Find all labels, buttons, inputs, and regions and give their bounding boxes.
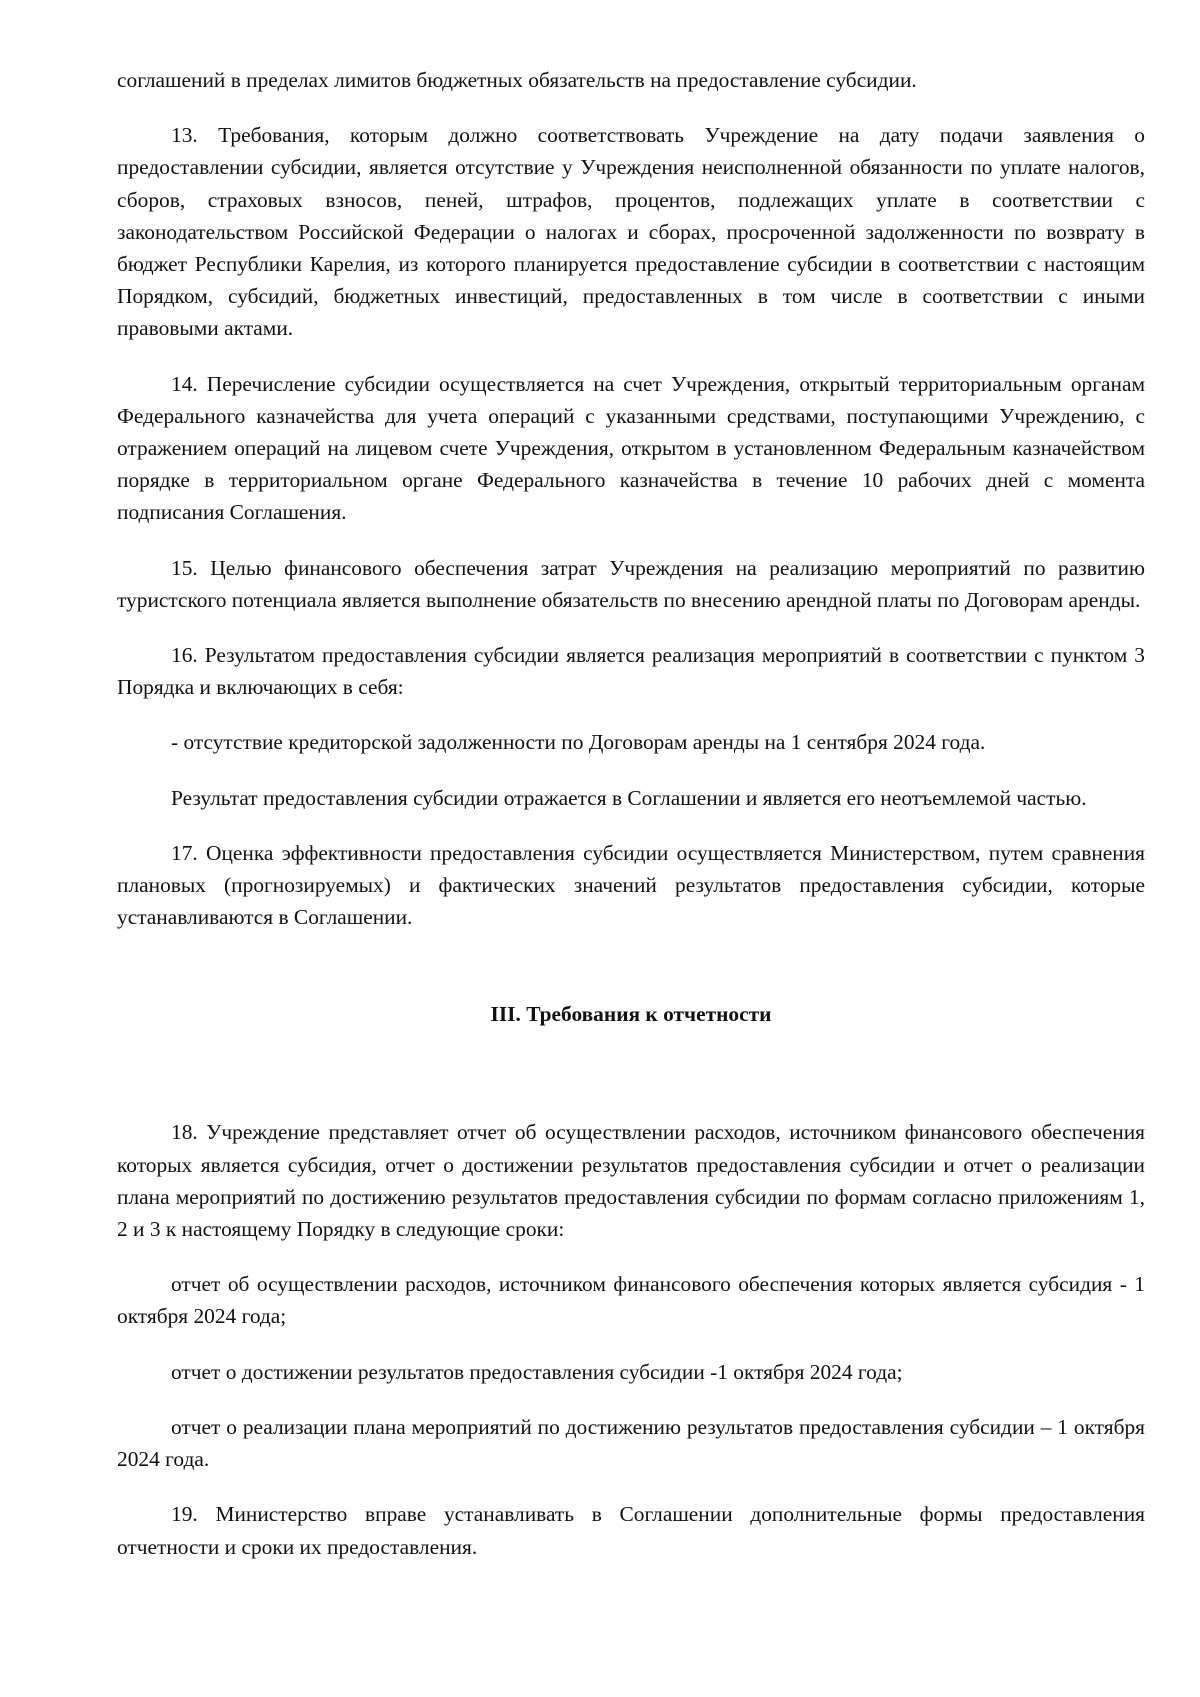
paragraph-16-result: Результат предоставления субсидии отражается в Соглашении и является его неотъемлемой частью.	[171, 785, 1087, 810]
paragraph-13: 13. Требования, которым должно соответствовать Учреждение на дату подачи заявления о предоставлении субсидии, является отсутствие у Учреждения неисполненной обязанности по уплате налогов, сборов, страховых взносов, пеней, штрафов, процентов, подлежащих уплате в соответствии с законодательством Российской Федерации о налогах и сборах, просроченной задолженности по возврату в бюджет Республики Карелия, из которого планируется предоставление субсидии в соответствии с настоящим Порядком, субсидий, бюджетных инвестиций, предоставленных в том числе в соответствии с иными правовыми актами.	[117, 123, 1145, 341]
paragraph-15: 15. Целью финансового обеспечения затрат Учреждения на реализацию мероприятий по развитию туристского потенциала является выполнение обязательств по внесению арендной платы по Договорам аренды.	[117, 555, 1145, 612]
paragraph-16-item: - отсутствие кредиторской задолженности по Договорам аренды на 1 сентября 2024 года.	[171, 730, 986, 755]
paragraph-17: 17. Оценка эффективности предоставления субсидии осуществляется Министерством, путем сравнения плановых (прогнозируемых) и фактических значений результатов предоставления субсидии, которые устанавливаются в Соглашении.	[117, 840, 1145, 930]
paragraph-continuation: соглашений в пределах лимитов бюджетных обязательств на предоставление субсидии.	[117, 68, 917, 92]
document-page	[117, 64, 1145, 1563]
paragraph-18-item-3: отчет о реализации плана мероприятий по достижению результатов предоставления субсидии – 1 октября 2024 года.	[117, 1414, 1145, 1472]
paragraph-14: 14. Перечисление субсидии осуществляется на счет Учреждения, открытый территориальным органам Федерального казначейства для учета операций с указанными средствами, поступающими Учреждению, с отражением операций на лицевом счете Учреждения, открытом в установленном Федеральным казначейством порядке в территориальном органе Федерального казначейства в течение 10 рабочих дней с момента подписания Соглашения.	[117, 371, 1145, 525]
paragraph-18-item-2: отчет о достижении результатов предоставления субсидии -1 октября 2024 года;	[171, 1359, 903, 1384]
paragraph-19: 19. Министерство вправе устанавливать в Соглашении дополнительные формы предоставления отчетности и сроки их предоставления.	[117, 1502, 1145, 1559]
paragraph-18: 18. Учреждение представляет отчет об осуществлении расходов, источником финансового обеспечения которых является субсидия, отчет о достижении результатов предоставления субсидии и отчет о реализации плана мероприятий по достижению результатов предоставления субсидии по формам согласно приложениям 1, 2 и 3 к настоящему Порядку в следующие сроки:	[117, 1120, 1145, 1242]
paragraph-18-item-1: отчет об осуществлении расходов, источником финансового обеспечения которых является субсидия - 1 октября 2024 года;	[117, 1272, 1145, 1329]
paragraph-16: 16. Результатом предоставления субсидии является реализация мероприятий в соответствии с пунктом 3 Порядка и включающих в себя:	[117, 643, 1145, 700]
section-heading: III. Требования к отчетности	[490, 1002, 772, 1027]
